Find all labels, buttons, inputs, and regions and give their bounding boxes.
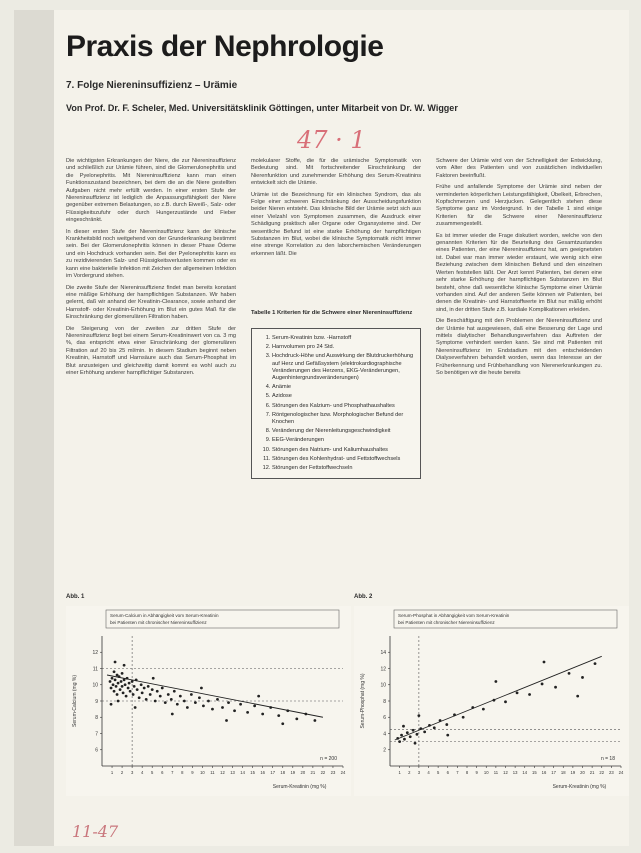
data-point	[396, 737, 399, 740]
data-point	[428, 724, 431, 727]
table-criterion: 5. Azidose	[272, 393, 414, 400]
data-point	[453, 713, 456, 716]
data-point	[152, 677, 155, 680]
y-axis-label: Serum-Phosphat (mg %)	[360, 673, 366, 729]
text-column-2	[251, 158, 421, 262]
data-point	[554, 686, 557, 689]
data-point	[156, 690, 159, 693]
page-number: 11-47	[72, 822, 119, 841]
x-tick-label: 11	[210, 770, 215, 775]
x-tick-label: 12	[220, 770, 225, 775]
data-point	[439, 719, 442, 722]
x-tick-label: 13	[230, 770, 235, 775]
data-point	[313, 719, 316, 722]
paragraph: Urämie ist die Bezeichnung für ein klinisches Syndrom, das als Folge einer schweren Einschränkung der Ausscheidungsfunktion beider Nieren entsteht. Das klinische Bild der Urämie setzt sich aus einer Vielzahl von Symptomen zusammen, die Ausdruck einer Schädigung praktisch aller Organe oder Organsysteme sind. Der wesentliche Befund ist eine starke Erhöhung der harnpflichtigen Substanzen im Blut, wobei die klinische Symptomatik nicht immer eine strenge Korrelation zu den laborchemischen Veränderungen erkennen läßt. Die	[251, 191, 421, 257]
x-tick-label: 7	[171, 770, 174, 775]
data-point	[133, 685, 136, 688]
data-point	[406, 731, 409, 734]
x-tick-label: 17	[270, 770, 276, 775]
x-tick-label: 11	[493, 770, 499, 775]
data-point	[594, 662, 597, 665]
x-tick-label: 4	[427, 770, 430, 775]
journal-page	[14, 10, 629, 846]
data-point	[200, 687, 203, 690]
data-point	[112, 683, 115, 686]
data-point	[516, 691, 519, 694]
x-tick-label: 18	[560, 770, 566, 775]
data-point	[124, 683, 127, 686]
chart-annotation: n = 18	[600, 756, 615, 762]
data-point	[176, 703, 179, 706]
y-tick-label: 10	[92, 682, 98, 689]
data-point	[114, 678, 117, 681]
x-tick-label: 6	[161, 770, 164, 775]
x-tick-label: 15	[250, 770, 255, 775]
x-tick-label: 1	[110, 770, 114, 775]
data-point	[403, 738, 406, 741]
y-tick-label: 9	[95, 698, 98, 705]
data-point	[194, 701, 197, 704]
x-tick-label: 18	[280, 770, 286, 775]
data-point	[257, 695, 260, 698]
data-point	[170, 698, 173, 701]
x-tick-label: 5	[436, 770, 440, 775]
article-subtitle: 7. Folge Niereninsuffizienz – Urämie	[66, 80, 238, 91]
data-point	[568, 672, 571, 675]
data-point	[417, 714, 420, 717]
text-column-1	[66, 158, 236, 381]
data-point	[398, 740, 401, 743]
data-point	[179, 695, 182, 698]
x-tick-label: 9	[475, 770, 478, 775]
data-point	[154, 700, 157, 703]
data-point	[246, 711, 249, 714]
data-point	[132, 693, 135, 696]
table-criterion: 2. Harnvolumen pro 24 Std.	[272, 344, 414, 351]
x-tick-label: 13	[512, 770, 518, 775]
figure-2-label: Abb. 2	[354, 594, 373, 600]
x-tick-label: 22	[320, 770, 326, 775]
y-tick-label: 14	[380, 650, 386, 657]
data-point	[400, 734, 403, 737]
data-point	[190, 693, 193, 696]
x-axis-label: Serum-Kreatinin (mg %)	[552, 784, 607, 790]
page-margin-strip	[14, 10, 54, 846]
x-tick-label: 6	[446, 770, 449, 775]
data-point	[134, 706, 137, 709]
table-criterion: 8. Veränderung der Nierenleitungsgeschwindigkeit	[272, 428, 414, 435]
data-point	[239, 703, 242, 706]
figure-1-label: Abb. 1	[66, 594, 85, 600]
article-authors: Von Prof. Dr. F. Scheler, Med. Universitätsklinik Göttingen, unter Mitarbeit von Dr. W. Wigger	[66, 103, 458, 113]
data-point	[115, 685, 118, 688]
figure-1	[66, 606, 351, 796]
paragraph: Die zweite Stufe der Niereninsuffizienz findet man bereits konstant eine mäßige Erhöhung der harnpflichtigen Substanzen. Wir haben gelernt, daß wir anhand der Kreatinin-Clearance, sowie anhand der Harnstoff- oder Kreatinin-Erhöhung im Blut ein gutes Maß für die Einschränkung der glomerulären Filtration haben.	[66, 284, 236, 321]
data-point	[253, 704, 256, 707]
y-tick-label: 11	[92, 666, 98, 673]
data-point	[114, 661, 117, 664]
x-tick-label: 10	[200, 770, 205, 775]
data-point	[269, 706, 272, 709]
chart-title-line-2: bei Patienten mit chronischer Niereninsuffizienz	[110, 620, 207, 625]
data-point	[504, 700, 507, 703]
x-tick-label: 21	[589, 770, 595, 775]
data-point	[261, 713, 264, 716]
data-point	[141, 691, 144, 694]
x-axis-label: Serum-Kreatinin (mg %)	[272, 784, 327, 790]
data-point	[221, 706, 224, 709]
data-point	[171, 713, 174, 716]
data-point	[138, 696, 141, 699]
data-point	[126, 677, 129, 680]
data-point	[433, 726, 436, 729]
data-point	[147, 685, 150, 688]
x-tick-label: 24	[340, 770, 346, 775]
data-point	[419, 727, 422, 730]
data-point	[482, 708, 485, 711]
data-point	[286, 709, 289, 712]
x-tick-label: 24	[618, 770, 624, 775]
handwritten-note: 47 · 1	[297, 126, 366, 154]
table-criterion: 12. Störungen der Fettstoffwechseln	[272, 465, 414, 472]
data-point	[121, 672, 124, 675]
data-point	[445, 723, 448, 726]
table-criterion: 11. Störungen des Kohlenhydrat- und Fettstoffwechsels	[272, 456, 414, 463]
data-point	[225, 719, 228, 722]
y-tick-label: 8	[383, 698, 386, 705]
data-point	[202, 704, 205, 707]
x-tick-label: 17	[551, 770, 556, 775]
data-point	[131, 680, 134, 683]
x-tick-label: 14	[522, 770, 528, 775]
x-tick-label: 14	[240, 770, 245, 775]
x-tick-label: 10	[483, 770, 489, 775]
x-tick-label: 1	[398, 770, 401, 775]
x-tick-label: 8	[465, 770, 469, 775]
y-tick-label: 12	[380, 666, 386, 673]
paragraph: Die wichtigsten Erkrankungen der Niere, die zur Niereninsuffizienz und schließlich zur Urämie führen, sind die Glomerulonephritis und die Pyelonephritis. Mit Niereninsuffizienz kann man einen Funktionszustand bezeichnen, bei dem die an die Niere gestellten Aufgaben nicht mehr erfüllt werden. In einer ersten Stufe der Niereninsuffizienz ist lediglich die Anpassungsfähigkeit der Niere gegenüber extremen Belastungen, so z.B. durch Eiweiß-, Salz- oder Flüssigkeitszufuhr oder durch Hungerzustände und Fieber eingeschränkt.	[66, 158, 236, 224]
x-tick-label: 3	[130, 770, 134, 775]
x-tick-label: 21	[310, 770, 316, 775]
figure-2	[354, 606, 629, 796]
chart-title: Serum-Calcium in Abhängigkeit vom Serum-Kreatinin	[110, 613, 219, 618]
paragraph: molekularer Stoffe, die für die urämische Symptomatik von Bedeutung sind. Mit fortschreitender Einschränkung der Nierenfunktion und zunehmender Erhöhung des Serum-Kreatinins entwickelt sich die Urämie.	[251, 158, 421, 187]
data-point	[167, 693, 170, 696]
data-point	[493, 699, 496, 702]
data-point	[402, 725, 405, 728]
data-point	[281, 722, 284, 725]
data-point	[186, 706, 189, 709]
x-tick-label: 2	[408, 770, 411, 775]
data-point	[110, 687, 113, 690]
data-point	[409, 735, 412, 738]
data-point	[304, 713, 307, 716]
x-tick-label: 22	[599, 770, 605, 775]
data-point	[414, 742, 417, 745]
x-tick-label: 23	[330, 770, 336, 775]
y-tick-label: 8	[95, 715, 98, 722]
data-point	[109, 680, 112, 683]
data-point	[581, 676, 584, 679]
x-tick-label: 16	[541, 770, 547, 775]
data-point	[295, 717, 298, 720]
text-column-3	[436, 158, 602, 381]
table-criterion: 10. Störungen des Natrium- und Kaliumhaushaltes	[272, 447, 414, 454]
calcium-scatter-chart	[66, 606, 351, 796]
data-point	[128, 682, 131, 685]
x-tick-label: 20	[300, 770, 306, 775]
data-point	[494, 680, 497, 683]
x-tick-label: 23	[609, 770, 614, 775]
data-point	[233, 709, 236, 712]
trend-line	[107, 675, 323, 717]
data-point	[116, 693, 119, 696]
data-point	[111, 677, 114, 680]
table-criterion: 6. Störungen des Kalzium- und Phosphathaushaltes	[272, 403, 414, 410]
data-point	[140, 683, 143, 686]
data-point	[159, 695, 162, 698]
data-point	[127, 687, 130, 690]
x-tick-label: 8	[181, 770, 184, 775]
x-tick-label: 19	[570, 770, 576, 775]
data-point	[207, 700, 210, 703]
y-tick-label: 6	[95, 747, 98, 754]
data-point	[125, 695, 128, 698]
x-tick-label: 7	[456, 770, 459, 775]
data-point	[117, 700, 120, 703]
data-point	[528, 693, 531, 696]
y-tick-label: 6	[383, 715, 386, 722]
paragraph: In dieser ersten Stufe der Niereninsuffizienz kann der klinische Krankheitsbild noch weitgehend von der Grunderkrankung bestimmt sein. Bei der Glomerulonephritis können in dieser Phase Ödeme und ein Hochdruck vorhanden sein. Bei der Pyelonephritis kann es zu rezidivierenden Salz- und Flüssigkeitsverlusten kommen oder es kann eine bakterielle Infektion mit Zeichen der allgemeinen Infektion im Vordergrund stehen.	[66, 228, 236, 280]
data-point	[118, 675, 121, 678]
paragraph: Schwere der Urämie wird von der Schnelligkeit der Entwicklung, vom Alter des Patienten und von zusätzlichen individuellen Faktoren beeinflußt.	[436, 158, 602, 179]
data-point	[183, 700, 186, 703]
data-point	[122, 691, 125, 694]
x-tick-label: 9	[191, 770, 194, 775]
paragraph: Die Steigerung von der zweiten zur dritten Stufe der Niereninsuffizienz liegt bei einem Serum-Kreatininwert von ca. 3 mg %, das entspricht etwa einer Einschränkung der glomerulären Filtration auf 20 bis 25 ml/min. In diesem Stadium beginnt neben Kreatinin, Harnstoff und Harnsäure auch das Serum-Phosphat im Blut anzusteigen und gleichzeitig damit kommt es wohl auch zu einer Erhöhung anderer harnpflichtiger Substanzen.	[66, 325, 236, 376]
chart-title: Serum-Phosphat in Abhängigkeit vom Serum-Kreatinin	[398, 613, 510, 618]
table-criterion: 9. EEG-Veränderungen	[272, 437, 414, 444]
paragraph: Es ist immer wieder die Frage diskutiert worden, welche von den genannten Kriterien für die Beurteilung des Gesamtzustandes eines Patienten, der eine Niereninsuffizienz hat, am geeignetsten ist. Dabei war man immer wieder erstaunt, wie wenig sich eine Beziehung zwischen dem klinischen Befund und den einzelnen Werten feststellen läßt. Der Arzt kennt Patienten, bei denen eine sehr starke Erhöhung der harnpflichtigen Substanzen im Blut besteht, ohne daß wesentliche klinische Symptome einer Urämie vorhanden sind. Auf der anderen Seite können wir Patienten, bei denen die Kreatinin- und Harnstoffwerte im Blut nur mäßig erhöht sind, in der dritten Stufe z.B. kardiale Komplikationen erleiden.	[436, 232, 602, 313]
data-point	[164, 701, 167, 704]
x-tick-label: 3	[417, 770, 421, 775]
paragraph: Frühe und anfallende Symptome der Urämie sind neben der verminderten körperlichen Leistungsfähigkeit, Übelkeit, Erbrechen, Kopfschmerzen und Herzjucken. Gelegentlich stehen diese Symptome ganz im Vordergrund. In der Tabelle 1 sind einige Kriterien für die Schwere einer Niereninsuffizienz zusammengestellt.	[436, 184, 602, 228]
x-tick-label: 20	[580, 770, 585, 775]
data-point	[161, 687, 164, 690]
data-point	[541, 683, 544, 686]
x-tick-label: 12	[503, 770, 508, 775]
data-point	[121, 685, 124, 688]
data-point	[576, 695, 579, 698]
chart-annotation: n = 200	[320, 756, 337, 762]
data-point	[277, 714, 280, 717]
y-tick-label: 7	[95, 731, 98, 738]
y-tick-label: 10	[380, 682, 386, 689]
data-point	[216, 698, 219, 701]
paragraph: Die Beschäftigung mit den Problemen der Niereninsuffizienz und der Urämie hat ausgewiesen, daß eine Besserung der Lage und mittels dialytischer Behandlungsverfahren das Auftreten der Symptome verhindert werden kann. Sie sind mit Patienten mit Niereninsuffizienz im Endstadium mit den entscheidenden Dialyseverfahren behandelt worden, wenn das Interesse an der Früherkennung und Frühbehandlung von Nierenerkrankungen zu. So benötigen wir die heute bereits	[436, 318, 602, 376]
data-point	[119, 688, 122, 691]
data-point	[110, 703, 113, 706]
table-criterion: 7. Röntgenologischer bzw. Morphologischer Befund der Knochen	[272, 412, 414, 426]
data-point	[462, 716, 465, 719]
data-point	[123, 678, 126, 681]
data-point	[145, 698, 148, 701]
x-tick-label: 16	[260, 770, 266, 775]
data-point	[113, 690, 116, 693]
data-point	[149, 693, 152, 696]
data-point	[471, 706, 474, 709]
data-point	[446, 734, 449, 737]
y-tick-label: 2	[383, 747, 386, 754]
data-point	[113, 670, 116, 673]
data-point	[412, 729, 415, 732]
x-tick-label: 15	[532, 770, 537, 775]
data-point	[117, 682, 120, 685]
x-tick-label: 4	[140, 770, 144, 775]
x-tick-label: 2	[120, 770, 124, 775]
data-point	[211, 708, 214, 711]
criteria-table	[251, 328, 421, 479]
data-point	[120, 680, 123, 683]
table-criterion: 4. Anämie	[272, 384, 414, 391]
x-tick-label: 5	[151, 770, 154, 775]
y-tick-label: 12	[92, 650, 98, 657]
y-axis-label: Serum-Calcium (mg %)	[72, 675, 78, 727]
data-point	[173, 690, 176, 693]
chart-title-line-2: bei Patienten mit chronischer Niereninsuffizienz	[398, 620, 495, 625]
data-point	[416, 733, 419, 736]
data-point	[136, 688, 139, 691]
data-point	[198, 696, 201, 699]
y-tick-label: 4	[383, 731, 386, 738]
table-criterion: 3. Hochdruck-Höhe und Auswirkung der Blutdruckerhöhung auf Herz und Gefäßsystem (elektrokardiographische Veränderungen des Herzens, EKG-Veränderungen, Augenhintergrundsveränderungen)	[272, 353, 414, 382]
trend-line	[395, 656, 602, 740]
data-point	[423, 730, 426, 733]
criteria-list	[258, 335, 414, 472]
table-criterion: 1. Serum-Kreatinin bzw. -Harnstoff	[272, 335, 414, 342]
data-point	[135, 678, 138, 681]
data-point	[129, 690, 132, 693]
x-tick-label: 19	[290, 770, 296, 775]
data-point	[151, 688, 154, 691]
data-point	[543, 661, 546, 664]
phosphate-scatter-chart	[354, 606, 629, 796]
table-caption: Tabelle 1 Kriterien für die Schwere einer Niereninsuffizienz	[251, 310, 413, 316]
data-point	[143, 687, 146, 690]
page-title: Praxis der Nephrologie	[66, 30, 384, 63]
data-point	[227, 701, 230, 704]
data-point	[123, 664, 126, 667]
